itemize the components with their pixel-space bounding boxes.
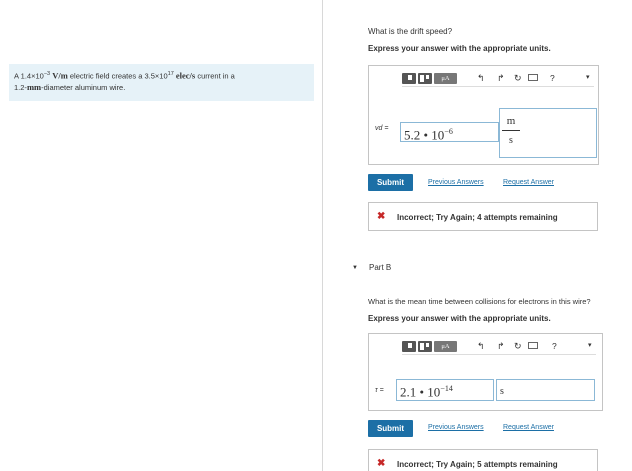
fraction-bar: [502, 130, 520, 131]
part-b-question: What is the mean time between collisions for electrons in this wire?: [368, 297, 591, 306]
more-dropdown-icon[interactable]: ▾: [588, 342, 592, 349]
units-denominator: s: [509, 135, 513, 146]
part-a-value-input[interactable]: 5.2 • $10^{-6}$: [400, 122, 499, 142]
part-b-instruction: Express your answer with the appropriate units.: [368, 314, 551, 323]
part-a-request-answer-link[interactable]: Request Answer: [503, 179, 554, 186]
part-a-units-input[interactable]: [499, 108, 597, 158]
part-a-question: What is the drift speed?: [368, 27, 453, 36]
fraction-template-icon[interactable]: [418, 341, 432, 352]
help-icon[interactable]: ?: [552, 341, 557, 351]
problem-statement: A $1.4\times 10^{-3}$ V/m electric field creates a $3.5\times 10^{17}$ elec/s current in a 1.2-mm-diameter aluminum wire.: [9, 64, 314, 101]
fraction-template-icon[interactable]: [418, 73, 432, 84]
part-a-submit-button[interactable]: Submit: [368, 174, 413, 191]
units-button[interactable]: μA: [434, 73, 457, 84]
keyboard-icon[interactable]: [528, 342, 538, 349]
redo-icon[interactable]: ↱: [497, 73, 505, 83]
units-numerator: m: [506, 115, 516, 127]
reset-icon[interactable]: ↻: [514, 73, 522, 83]
part-b-title[interactable]: Part B: [369, 263, 392, 272]
part-b-previous-answers-link[interactable]: Previous Answers: [428, 424, 484, 431]
part-b-request-answer-link[interactable]: Request Answer: [503, 424, 554, 431]
part-b-submit-button[interactable]: Submit: [368, 420, 413, 437]
part-b-feedback-text: Incorrect; Try Again; 5 attempts remaining: [397, 460, 558, 469]
part-b-value-input[interactable]: 2.1 • $10^{-14}$: [396, 379, 494, 401]
collapse-arrow-icon[interactable]: ▼: [352, 265, 358, 271]
part-b-variable-label: τ =: [375, 387, 384, 394]
reset-icon[interactable]: ↻: [514, 341, 522, 351]
redo-icon[interactable]: ↱: [497, 341, 505, 351]
part-a-previous-answers-link[interactable]: Previous Answers: [428, 179, 484, 186]
part-b-answer-box: [368, 333, 603, 411]
units-button[interactable]: μA: [434, 341, 457, 352]
undo-icon[interactable]: ↰: [477, 73, 485, 83]
template-icon[interactable]: [402, 73, 416, 84]
part-a-feedback: [368, 202, 598, 231]
incorrect-x-icon: ✖: [377, 458, 386, 469]
part-a-variable-label: vd =: [375, 125, 389, 132]
help-icon[interactable]: ?: [550, 73, 555, 83]
part-a-math-toolbar: [402, 70, 594, 87]
part-b-feedback: [368, 449, 598, 471]
part-b-units-input[interactable]: s: [496, 379, 595, 401]
part-a-answer-box: [368, 65, 599, 165]
more-dropdown-icon[interactable]: ▾: [586, 74, 590, 81]
undo-icon[interactable]: ↰: [477, 341, 485, 351]
part-a-instruction: Express your answer with the appropriate units.: [368, 44, 551, 53]
incorrect-x-icon: ✖: [377, 211, 386, 222]
keyboard-icon[interactable]: [528, 74, 538, 81]
part-b-math-toolbar: [402, 338, 596, 355]
part-a-feedback-text: Incorrect; Try Again; 4 attempts remaining: [397, 213, 558, 222]
template-icon[interactable]: [402, 341, 416, 352]
